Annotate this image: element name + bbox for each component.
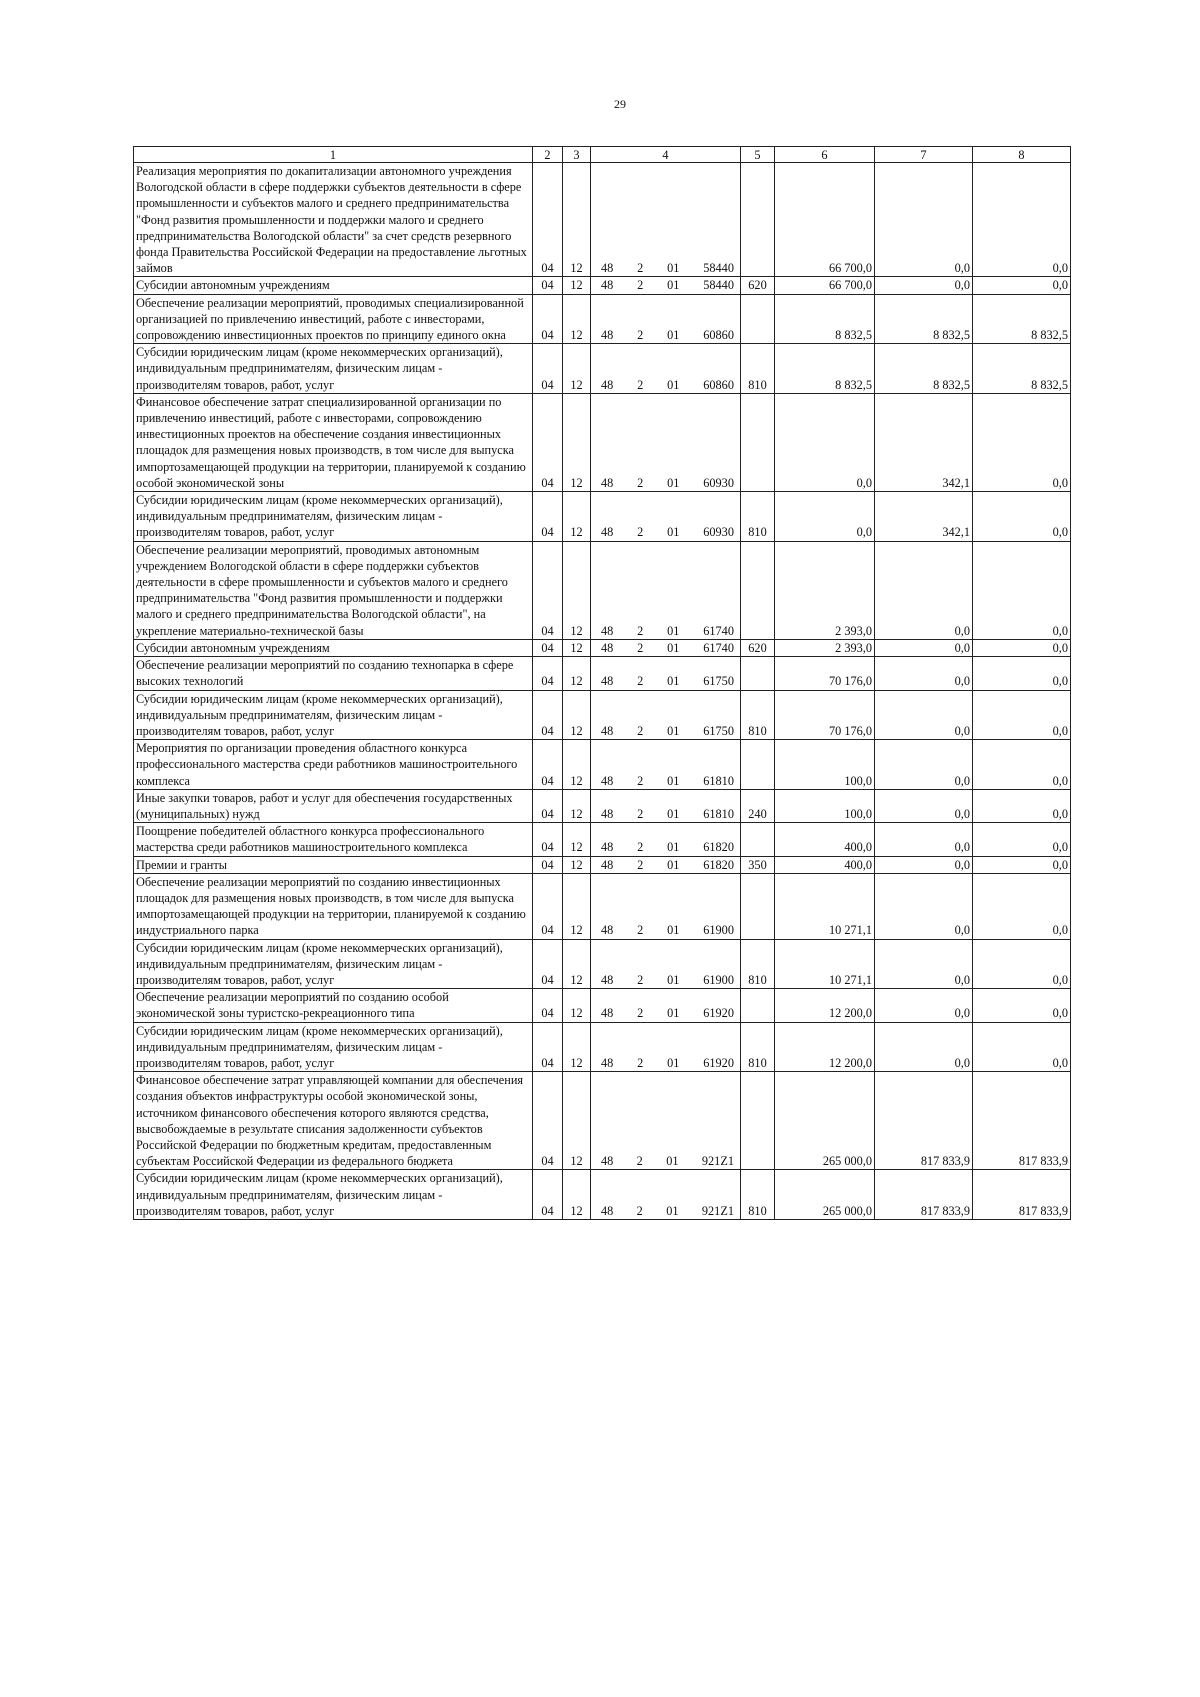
row-amount-col-8: 817 833,9 <box>973 1170 1071 1220</box>
target-code-part: 48 <box>601 923 614 938</box>
target-code-part: 48 <box>601 806 614 821</box>
row-amount-col-7: 0,0 <box>875 873 973 939</box>
target-code-part: 48 <box>601 1006 614 1021</box>
target-code-part: 48 <box>601 840 614 855</box>
row-col-2: 04 <box>533 823 563 856</box>
header-col-4: 4 <box>591 147 741 163</box>
target-code-part: 48 <box>601 261 614 276</box>
target-code-part: 01 <box>667 840 680 855</box>
target-code-parts <box>591 640 740 656</box>
target-code-part: 2 <box>637 674 644 689</box>
row-amount-col-8: 0,0 <box>973 789 1071 822</box>
row-amount-col-8: 817 833,9 <box>973 1072 1071 1170</box>
target-code-part: 48 <box>601 1154 614 1169</box>
row-amount-col-7: 0,0 <box>875 163 973 277</box>
row-amount-col-8: 0,0 <box>973 492 1071 542</box>
header-col-6: 6 <box>775 147 875 163</box>
target-code-parts <box>591 773 740 789</box>
row-col-2: 04 <box>533 344 563 394</box>
row-amount-col-8: 0,0 <box>973 989 1071 1022</box>
target-code-part: 61920 <box>703 1055 734 1070</box>
target-code-part: 01 <box>667 806 680 821</box>
row-expense-type <box>741 823 775 856</box>
row-col-3: 12 <box>563 690 591 740</box>
row-expense-type <box>741 541 775 639</box>
target-code-part: 01 <box>666 1203 679 1218</box>
target-code-part: 48 <box>601 623 614 638</box>
row-target-code <box>591 856 741 873</box>
row-amount-col-6: 12 200,0 <box>775 1022 875 1072</box>
target-code-part: 2 <box>637 840 644 855</box>
row-amount-col-8: 0,0 <box>973 163 1071 277</box>
row-amount-col-8: 0,0 <box>973 873 1071 939</box>
row-col-3: 12 <box>563 639 591 656</box>
target-code-parts <box>591 524 740 540</box>
row-amount-col-8: 0,0 <box>973 740 1071 790</box>
row-expense-type: 810 <box>741 939 775 989</box>
row-expense-type: 810 <box>741 1170 775 1220</box>
row-target-code <box>591 1072 741 1170</box>
row-amount-col-7: 342,1 <box>875 393 973 491</box>
target-code-part: 01 <box>667 640 680 655</box>
target-code-part: 01 <box>667 525 680 540</box>
row-amount-col-7: 0,0 <box>875 740 973 790</box>
row-target-code <box>591 294 741 344</box>
row-col-3: 12 <box>563 393 591 491</box>
target-code-parts <box>591 623 740 639</box>
table-row <box>134 989 1071 1022</box>
table-row <box>134 657 1071 690</box>
row-expense-type <box>741 989 775 1022</box>
row-target-code <box>591 277 741 294</box>
row-description: Мероприятия по организации проведения областного конкурса профессионального мастерства среди работников машиностроительного комплекса <box>134 740 533 790</box>
row-amount-col-7: 0,0 <box>875 277 973 294</box>
target-code-parts <box>591 839 740 855</box>
header-col-8: 8 <box>973 147 1071 163</box>
table-row <box>134 492 1071 542</box>
budget-table <box>133 146 1071 1220</box>
row-amount-col-7: 0,0 <box>875 939 973 989</box>
row-col-2: 04 <box>533 657 563 690</box>
row-description: Реализация мероприятия по докапитализации автономного учреждения Вологодской области в сфере поддержки субъектов деятельности в сфере промышленности и субъектов малого и среднего предпринимательства "Фонд развития промышленности и поддержки малого и среднего предпринимательства Вологодской области" за счет средств резервного фонда Правительства Российской Федерации на предоставление льготных займов <box>134 163 533 277</box>
target-code-parts <box>591 475 740 491</box>
row-col-2: 04 <box>533 163 563 277</box>
row-expense-type: 810 <box>741 492 775 542</box>
row-description: Финансовое обеспечение затрат специализированной организации по привлечению инвестиций, работе с инвесторами, сопровождению инвестиционных проектов на обеспечение создания инвестиционных площадок для размещения новых производств, в том числе для выпуска импортозамещающей продукции на территории, планируемой к созданию особой экономической зоны <box>134 393 533 491</box>
row-target-code <box>591 939 741 989</box>
row-col-3: 12 <box>563 873 591 939</box>
row-col-2: 04 <box>533 639 563 656</box>
row-col-3: 12 <box>563 939 591 989</box>
row-amount-col-7: 8 832,5 <box>875 344 973 394</box>
row-amount-col-8: 0,0 <box>973 1022 1071 1072</box>
row-col-3: 12 <box>563 657 591 690</box>
row-col-2: 04 <box>533 541 563 639</box>
row-amount-col-6: 66 700,0 <box>775 163 875 277</box>
target-code-parts <box>591 260 740 276</box>
target-code-part: 01 <box>667 972 680 987</box>
target-code-parts <box>591 972 740 988</box>
row-target-code <box>591 740 741 790</box>
header-col-3: 3 <box>563 147 591 163</box>
row-col-3: 12 <box>563 344 591 394</box>
table-row <box>134 1072 1071 1170</box>
target-code-part: 58440 <box>703 261 734 276</box>
row-amount-col-6: 400,0 <box>775 856 875 873</box>
row-description: Субсидии юридическим лицам (кроме некоммерческих организаций), индивидуальным предпринимателям, физическим лицам - производителям товаров, работ, услуг <box>134 690 533 740</box>
row-amount-col-6: 265 000,0 <box>775 1170 875 1220</box>
row-amount-col-8: 0,0 <box>973 690 1071 740</box>
target-code-part: 01 <box>667 261 680 276</box>
row-target-code <box>591 690 741 740</box>
header-col-1: 1 <box>134 147 533 163</box>
target-code-parts <box>591 1055 740 1071</box>
row-col-2: 04 <box>533 277 563 294</box>
target-code-part: 48 <box>601 773 614 788</box>
target-code-part: 01 <box>666 1154 679 1169</box>
row-expense-type <box>741 873 775 939</box>
target-code-part: 61740 <box>703 623 734 638</box>
target-code-part: 60860 <box>703 328 734 343</box>
row-amount-col-7: 817 833,9 <box>875 1170 973 1220</box>
row-amount-col-7: 0,0 <box>875 1022 973 1072</box>
target-code-part: 01 <box>667 923 680 938</box>
target-code-part: 01 <box>667 475 680 490</box>
row-amount-col-6: 2 393,0 <box>775 639 875 656</box>
row-target-code <box>591 393 741 491</box>
row-target-code <box>591 344 741 394</box>
row-description: Субсидии автономным учреждениям <box>134 277 533 294</box>
target-code-part: 2 <box>637 923 644 938</box>
target-code-part: 48 <box>601 640 614 655</box>
target-code-parts <box>591 1153 740 1169</box>
row-amount-col-7: 0,0 <box>875 639 973 656</box>
target-code-part: 01 <box>667 377 680 392</box>
row-description: Субсидии юридическим лицам (кроме некоммерческих организаций), индивидуальным предпринимателям, физическим лицам - производителям товаров, работ, услуг <box>134 492 533 542</box>
row-target-code <box>591 789 741 822</box>
target-code-part: 01 <box>667 674 680 689</box>
header-col-2: 2 <box>533 147 563 163</box>
target-code-part: 2 <box>636 1203 643 1218</box>
row-expense-type: 620 <box>741 277 775 294</box>
table-row <box>134 873 1071 939</box>
target-code-parts <box>591 723 740 739</box>
row-col-3: 12 <box>563 492 591 542</box>
row-description: Обеспечение реализации мероприятий по созданию особой экономической зоны туристско-рекреационного типа <box>134 989 533 1022</box>
row-expense-type <box>741 740 775 790</box>
target-code-part: 61900 <box>703 923 734 938</box>
row-description: Субсидии юридическим лицам (кроме некоммерческих организаций), индивидуальным предпринимателям, физическим лицам - производителям товаров, работ, услуг <box>134 1170 533 1220</box>
row-amount-col-6: 265 000,0 <box>775 1072 875 1170</box>
target-code-parts <box>591 327 740 343</box>
row-expense-type: 620 <box>741 639 775 656</box>
row-expense-type: 810 <box>741 690 775 740</box>
target-code-parts <box>591 1005 740 1021</box>
target-code-part: 2 <box>637 328 644 343</box>
row-col-2: 04 <box>533 873 563 939</box>
target-code-parts <box>591 857 740 873</box>
row-description: Обеспечение реализации мероприятий, проводимых специализированной организацией по привлечению инвестиций, работе с инвесторами, сопровождению инвестиционных проектов по принципу единого окна <box>134 294 533 344</box>
target-code-part: 921Z1 <box>701 1203 734 1218</box>
row-amount-col-8: 0,0 <box>973 823 1071 856</box>
target-code-part: 61740 <box>703 640 734 655</box>
target-code-part: 61750 <box>703 674 734 689</box>
row-amount-col-6: 70 176,0 <box>775 690 875 740</box>
table-row <box>134 823 1071 856</box>
row-expense-type <box>741 393 775 491</box>
row-col-2: 04 <box>533 393 563 491</box>
row-amount-col-7: 0,0 <box>875 789 973 822</box>
row-expense-type <box>741 1072 775 1170</box>
table-row <box>134 277 1071 294</box>
target-code-parts <box>591 277 740 293</box>
row-col-2: 04 <box>533 1170 563 1220</box>
row-amount-col-7: 0,0 <box>875 856 973 873</box>
row-description: Финансовое обеспечение затрат управляющей компании для обеспечения создания объектов инфраструктуры особой экономической зоны, источником финансового обеспечения которого являются средства, высвобождаемые в результате списания задолженности субъектов Российской Федерации по бюджетным кредитам, предоставленным субъектам Российской Федерации из федерального бюджета <box>134 1072 533 1170</box>
row-amount-col-6: 400,0 <box>775 823 875 856</box>
row-amount-col-7: 817 833,9 <box>875 1072 973 1170</box>
row-amount-col-8: 0,0 <box>973 277 1071 294</box>
row-col-2: 04 <box>533 690 563 740</box>
row-amount-col-8: 8 832,5 <box>973 344 1071 394</box>
row-target-code <box>591 873 741 939</box>
row-amount-col-8: 0,0 <box>973 541 1071 639</box>
row-amount-col-7: 342,1 <box>875 492 973 542</box>
row-amount-col-6: 0,0 <box>775 393 875 491</box>
row-amount-col-7: 8 832,5 <box>875 294 973 344</box>
header-col-7: 7 <box>875 147 973 163</box>
row-col-3: 12 <box>563 1022 591 1072</box>
table-row <box>134 541 1071 639</box>
row-amount-col-6: 10 271,1 <box>775 939 875 989</box>
table-row <box>134 690 1071 740</box>
target-code-part: 2 <box>637 278 644 293</box>
row-description: Иные закупки товаров, работ и услуг для обеспечения государственных (муниципальных) нужд <box>134 789 533 822</box>
row-expense-type: 810 <box>741 344 775 394</box>
header-row <box>134 147 1071 163</box>
target-code-parts <box>591 377 740 393</box>
row-expense-type <box>741 163 775 277</box>
target-code-part: 01 <box>667 1055 680 1070</box>
target-code-part: 2 <box>637 261 644 276</box>
row-amount-col-7: 0,0 <box>875 657 973 690</box>
row-expense-type <box>741 657 775 690</box>
target-code-part: 61920 <box>703 1006 734 1021</box>
target-code-part: 2 <box>637 972 644 987</box>
row-col-3: 12 <box>563 277 591 294</box>
row-col-3: 12 <box>563 740 591 790</box>
target-code-part: 2 <box>637 1055 644 1070</box>
row-amount-col-7: 0,0 <box>875 823 973 856</box>
target-code-part: 2 <box>637 525 644 540</box>
row-col-3: 12 <box>563 989 591 1022</box>
page-number: 29 <box>614 97 626 111</box>
target-code-part: 2 <box>637 723 644 738</box>
row-amount-col-6: 12 200,0 <box>775 989 875 1022</box>
row-description: Субсидии юридическим лицам (кроме некоммерческих организаций), индивидуальным предпринимателям, физическим лицам - производителям товаров, работ, услуг <box>134 344 533 394</box>
table-row <box>134 740 1071 790</box>
table-row <box>134 393 1071 491</box>
target-code-part: 58440 <box>703 278 734 293</box>
table-row <box>134 639 1071 656</box>
row-col-2: 04 <box>533 989 563 1022</box>
row-description: Премии и гранты <box>134 856 533 873</box>
row-col-3: 12 <box>563 789 591 822</box>
row-amount-col-6: 0,0 <box>775 492 875 542</box>
row-col-3: 12 <box>563 1072 591 1170</box>
target-code-part: 48 <box>601 475 614 490</box>
row-col-3: 12 <box>563 541 591 639</box>
row-expense-type <box>741 294 775 344</box>
row-col-3: 12 <box>563 294 591 344</box>
row-amount-col-8: 0,0 <box>973 639 1071 656</box>
row-description: Субсидии автономным учреждениям <box>134 639 533 656</box>
row-target-code <box>591 1022 741 1072</box>
table-row <box>134 163 1071 277</box>
target-code-parts <box>591 1203 740 1219</box>
target-code-parts <box>591 806 740 822</box>
row-amount-col-8: 0,0 <box>973 657 1071 690</box>
target-code-part: 2 <box>637 806 644 821</box>
table-row <box>134 789 1071 822</box>
target-code-part: 2 <box>636 1154 643 1169</box>
row-amount-col-6: 66 700,0 <box>775 277 875 294</box>
target-code-part: 01 <box>667 623 680 638</box>
target-code-part: 2 <box>637 475 644 490</box>
row-target-code <box>591 492 741 542</box>
target-code-part: 01 <box>667 723 680 738</box>
table-row <box>134 344 1071 394</box>
row-amount-col-7: 0,0 <box>875 541 973 639</box>
target-code-parts <box>591 922 740 938</box>
row-target-code <box>591 823 741 856</box>
row-target-code <box>591 1170 741 1220</box>
table-row <box>134 1022 1071 1072</box>
target-code-part: 2 <box>637 1006 644 1021</box>
row-description: Поощрение победителей областного конкурса профессионального мастерства среди работников машиностроительного комплекса <box>134 823 533 856</box>
row-expense-type: 350 <box>741 856 775 873</box>
row-amount-col-8: 0,0 <box>973 939 1071 989</box>
target-code-part: 01 <box>667 1006 680 1021</box>
row-description: Субсидии юридическим лицам (кроме некоммерческих организаций), индивидуальным предпринимателям, физическим лицам - производителям товаров, работ, услуг <box>134 939 533 989</box>
target-code-part: 921Z1 <box>701 1154 734 1169</box>
row-col-2: 04 <box>533 1022 563 1072</box>
target-code-part: 61900 <box>703 972 734 987</box>
table-row <box>134 856 1071 873</box>
row-expense-type: 240 <box>741 789 775 822</box>
row-target-code <box>591 541 741 639</box>
row-col-3: 12 <box>563 163 591 277</box>
target-code-part: 2 <box>637 857 644 872</box>
row-amount-col-8: 8 832,5 <box>973 294 1071 344</box>
row-col-2: 04 <box>533 740 563 790</box>
target-code-part: 60860 <box>703 377 734 392</box>
row-amount-col-6: 10 271,1 <box>775 873 875 939</box>
target-code-parts <box>591 673 740 689</box>
row-amount-col-8: 0,0 <box>973 856 1071 873</box>
row-amount-col-7: 0,0 <box>875 690 973 740</box>
target-code-part: 01 <box>667 328 680 343</box>
row-col-2: 04 <box>533 939 563 989</box>
target-code-part: 60930 <box>703 525 734 540</box>
row-col-3: 12 <box>563 856 591 873</box>
row-amount-col-6: 8 832,5 <box>775 344 875 394</box>
row-description: Субсидии юридическим лицам (кроме некоммерческих организаций), индивидуальным предпринимателям, физическим лицам - производителям товаров, работ, услуг <box>134 1022 533 1072</box>
target-code-part: 2 <box>637 773 644 788</box>
target-code-part: 48 <box>601 1203 614 1218</box>
table-row <box>134 939 1071 989</box>
header-col-5: 5 <box>741 147 775 163</box>
row-col-2: 04 <box>533 789 563 822</box>
row-target-code <box>591 657 741 690</box>
target-code-part: 48 <box>601 723 614 738</box>
row-col-3: 12 <box>563 823 591 856</box>
target-code-part: 48 <box>601 857 614 872</box>
row-amount-col-7: 0,0 <box>875 989 973 1022</box>
target-code-part: 01 <box>667 857 680 872</box>
row-col-2: 04 <box>533 294 563 344</box>
target-code-part: 48 <box>601 525 614 540</box>
target-code-part: 48 <box>601 972 614 987</box>
row-col-2: 04 <box>533 492 563 542</box>
target-code-part: 61820 <box>703 857 734 872</box>
target-code-part: 01 <box>667 773 680 788</box>
target-code-part: 61810 <box>703 806 734 821</box>
target-code-part: 2 <box>637 623 644 638</box>
target-code-part: 60930 <box>703 475 734 490</box>
target-code-part: 61820 <box>703 840 734 855</box>
target-code-part: 48 <box>601 278 614 293</box>
target-code-part: 61750 <box>703 723 734 738</box>
target-code-part: 2 <box>637 377 644 392</box>
target-code-part: 48 <box>601 674 614 689</box>
target-code-part: 01 <box>667 278 680 293</box>
row-description: Обеспечение реализации мероприятий по созданию инвестиционных площадок для размещения новых производств, в том числе для выпуска импортозамещающей продукции на территории, планируемой к созданию индустриального парка <box>134 873 533 939</box>
row-description: Обеспечение реализации мероприятий по созданию технопарка в сфере высоких технологий <box>134 657 533 690</box>
row-amount-col-6: 8 832,5 <box>775 294 875 344</box>
target-code-part: 2 <box>637 640 644 655</box>
row-expense-type: 810 <box>741 1022 775 1072</box>
row-amount-col-8: 0,0 <box>973 393 1071 491</box>
table-row <box>134 294 1071 344</box>
row-description: Обеспечение реализации мероприятий, проводимых автономным учреждением Вологодской области в сфере поддержки субъектов деятельности в сфере промышленности и субъектов малого и среднего предпринимательства "Фонд развития промышленности и поддержки малого и среднего предпринимательства Вологодской области", на укрепление материально-технической базы <box>134 541 533 639</box>
row-col-2: 04 <box>533 1072 563 1170</box>
target-code-part: 48 <box>601 1055 614 1070</box>
row-target-code <box>591 163 741 277</box>
row-col-3: 12 <box>563 1170 591 1220</box>
row-amount-col-6: 100,0 <box>775 740 875 790</box>
table-row <box>134 1170 1071 1220</box>
row-amount-col-6: 100,0 <box>775 789 875 822</box>
row-target-code <box>591 989 741 1022</box>
row-amount-col-6: 70 176,0 <box>775 657 875 690</box>
row-amount-col-6: 2 393,0 <box>775 541 875 639</box>
target-code-part: 48 <box>601 328 614 343</box>
target-code-part: 61810 <box>703 773 734 788</box>
row-target-code <box>591 639 741 656</box>
target-code-part: 48 <box>601 377 614 392</box>
row-col-2: 04 <box>533 856 563 873</box>
